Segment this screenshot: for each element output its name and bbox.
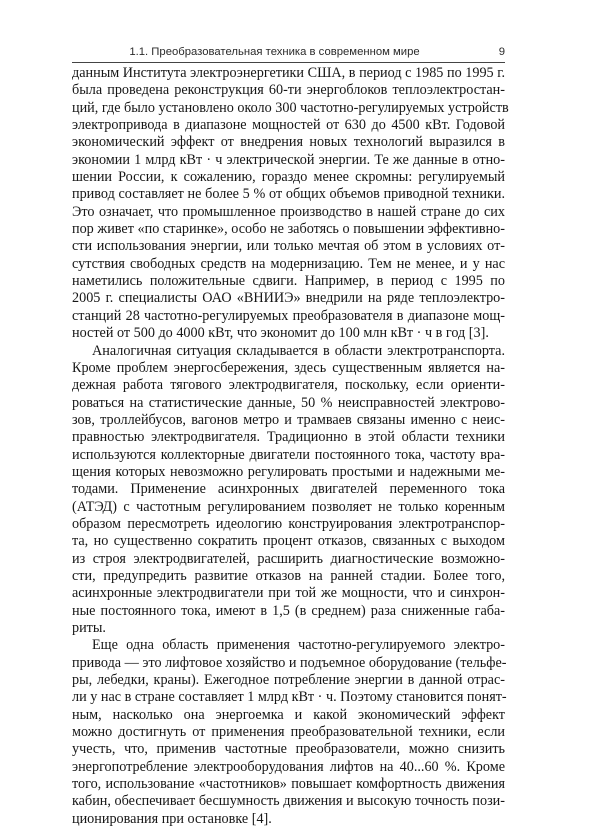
section-title: 1.1. Преобразовательная техника в современном мире (129, 46, 420, 58)
text-line: наметились положительные сдвиги. Например, в период с 1995 по (72, 273, 505, 290)
header-rule (72, 62, 505, 63)
text-line: учесть, что, применив частотные преобразователи, можно снизить (72, 741, 505, 758)
text-line: данным Института электроэнергетики США, в период с 1985 по 1995 г. (72, 65, 505, 81)
text-line: зов, троллейбусов, вагонов метро и трамваев связаны именно с неис- (72, 411, 505, 428)
text-line: Еще одна область применения частотно-регулируемого электро- (92, 637, 505, 654)
text-line: из строя электродвигателей, расширить диагностические возможно- (72, 550, 505, 567)
text-line: ностей от 500 до 4000 кВт, что экономит до 100 млн кВт · ч в год [3]. (72, 325, 489, 342)
body-text (72, 65, 509, 828)
text-line: шении России, к сожалению, гораздо менее скромны: регулируемый (72, 169, 505, 186)
text-line: асинхронные электродвигатели при той же мощности, что и синхрон- (72, 585, 505, 602)
text-line: риты. (72, 620, 106, 636)
text-line: роваться на статистические данные, 50 % неисправностей электрово- (72, 394, 505, 411)
text-line: станций 28 частотно-регулируемых преобразователя в диапазоне мощ- (72, 307, 505, 324)
text-line: ционирования при остановке [4]. (72, 810, 272, 827)
text-line: сти, предупредить развитие отказов на ранней стадии. Более того, (72, 567, 505, 584)
text-line: можно достигнуть от применения преобразовательной техники, если (72, 724, 505, 741)
text-line: тодами. Применение асинхронных двигателей переменного тока (72, 481, 505, 498)
text-line: электропривода в диапазоне мощностей от 630 до 4500 кВт. Годовой (72, 117, 505, 134)
text-line: образом пересмотреть идеологию конструирования электротранспор- (72, 515, 505, 532)
text-line: экономический эффект от внедрения новых технологий выразился в (72, 134, 505, 151)
text-line: сутствия свободных средств на модернизацию. Тем не менее, и у нас (72, 255, 505, 272)
text-line: щения которых невозможно регулировать простыми и надежными ме- (72, 463, 505, 480)
text-line: ры, лебедки, краны). Ежегодное потребление энергии в данной отрас- (72, 672, 505, 689)
text-line: та, но существенно сократить процент отказов, связанных с выходом (72, 533, 505, 550)
text-line: того, использование «частотников» повышает комфортность движения (72, 776, 505, 793)
text-line: энергопотребление электрооборудования лифтов на 40...60 %. Кроме (72, 758, 505, 775)
text-line: Кроме проблем энергосбережения, здесь существенным является на- (72, 359, 505, 376)
text-line: ций, где было установлено около 300 частотно-регулируемых устройств (72, 99, 509, 116)
text-line: пор живет «по старинке», особо не заботясь о повышении эффективно- (72, 221, 505, 238)
paragraph (72, 637, 505, 828)
page-number: 9 (498, 46, 505, 58)
text-line: сти использования энергии, или только мечтая об этом в условиях от- (72, 238, 505, 255)
text-line: привод составляет не более 5 % от общих объемов приводной техники. (72, 186, 505, 203)
text-line: привода — это лифтовое хозяйство и подъемное оборудование (тельфе- (72, 654, 507, 671)
text-line: Аналогичная ситуация складывается в области электротранспорта. (92, 342, 505, 359)
text-line: (АТЭД) с частотным регулированием позволяет не только коренным (72, 498, 505, 515)
text-line: ные постоянного тока, имеют в 1,5 (в среднем) раза сниженные габа- (72, 602, 505, 619)
text-line: ли у нас в стране составляет 1 млрд кВт · ч. Поэтому становится понят- (72, 689, 507, 706)
text-line: кабин, обеспечивает бесшумность движения и высокую точность пози- (72, 793, 505, 810)
paragraph (72, 343, 505, 638)
text-line: экономии 1 млрд кВт · ч электрической энергии. Те же данные в отно- (72, 151, 505, 168)
text-line: правностью электродвигателя. Традиционно в этой области техники (72, 429, 505, 446)
paragraph (72, 65, 509, 343)
text-line: Это означает, что промышленное производство в нашей стране до сих (72, 203, 505, 220)
text-line: 2005 г. специалисты ОАО «ВНИИЭ» внедрили на ряде теплоэлектро- (72, 290, 505, 307)
text-line: используются коллекторные двигатели постоянного тока, частоту вра- (72, 446, 505, 463)
running-header (72, 44, 505, 60)
text-line: дежная работа тягового электродвигателя, поскольку, если ориенти- (72, 377, 505, 394)
text-line: ным, насколько она энергоемка и какой экономический эффект (72, 706, 505, 723)
text-line: была проведена реконструкция 60-ти энергоблоков теплоэлектростан- (72, 82, 505, 99)
